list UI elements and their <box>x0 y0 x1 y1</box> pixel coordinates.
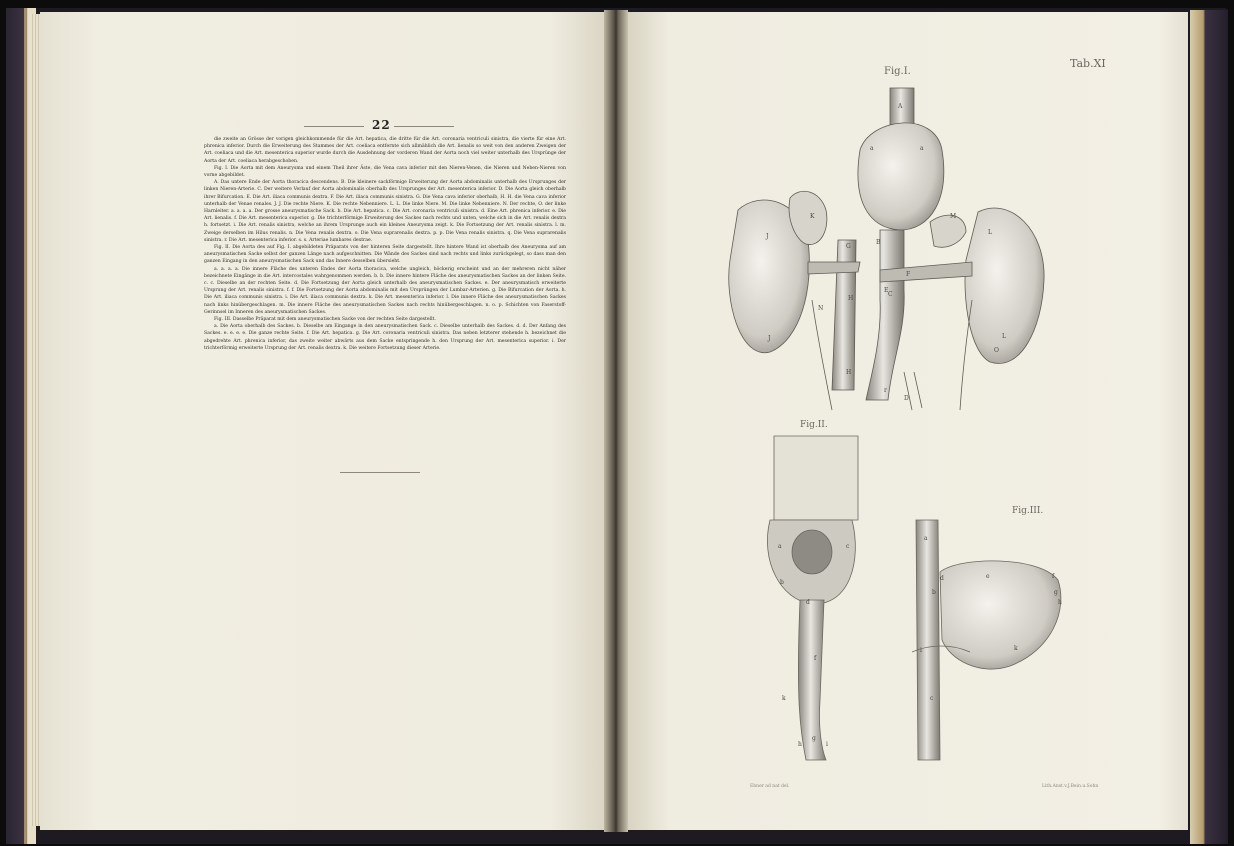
fig3-illustration <box>912 520 1061 760</box>
draughtsman-credit: Ebner ad nat del. <box>750 784 790 789</box>
lithographer-credit: Lith.Anst.v.J.Bein.u.Sohn <box>1042 784 1099 789</box>
aneurysm-sac <box>858 123 944 230</box>
fig2-label: Fig.II. <box>800 420 828 430</box>
figure-letter: C <box>888 291 893 298</box>
figure-letter: G <box>846 243 851 250</box>
fig1-illustration <box>729 88 1044 410</box>
figure-letter: a <box>778 543 782 550</box>
figure-letter: L <box>988 229 992 236</box>
paragraph: Fig. III. Dasselbe Präparat mit dem aneurysmatischen Sacke von der rechten Seite dargestellt. <box>214 317 436 323</box>
paragraph: Fig. I. Die Aorta mit dem Aneurysma und einem Theil ihrer Äste, die Vena cava inferior mit den Nieren-Venen, die Nieren und Neben-Nieren von vorne abgebildet. <box>204 165 566 179</box>
figure-letter: e <box>986 573 990 580</box>
figure-letter: d <box>806 599 810 606</box>
figure-letter: c <box>846 543 850 550</box>
sac-interior <box>792 530 832 574</box>
right-renal-vessels <box>808 262 860 274</box>
paragraph: A. Das untere Ende der Aorta thoracica descendens. B. Die kleinere sackförmige Erweiterung der Aorta abdominalis unterhalb des Ursprunges der linken Nieren-Arterie. C. Der weitere Verlauf der Aorta abdominalis oberhalb des Ursprunges der Art. mesenterica inferior. D. Die Aorta gleich oberhalb ihrer Bifurcation. E. Die Art. iliaca communis dextra. F. Die Art. iliaca communis sinistra. G. Die Vena cava inferior oberhalb, H. H. die Vena cava inferior unterhalb der Venae renales. J. J. Die rechte Niere. K. Die rechte Nebenniere. L. L. Die linke Niere. M. Die linke Nebenniere. N. Der rechte, O. der linke Harnleiter. a. a. a. a. Der grosse aneurysmatische Sack. b. Die Art. hepatica. c. Die Art. coronaria ventriculi sinistra. d. Eine Art. phrenica inferior. e. Die Art. lienalis. f. Die Art. mesenterica superior. g. Die trichterförmige Erweiterung des Sackes nach rechts und unten, welche sich in die Art. renalis dextra h. fortsetzt. i. Die Art. renalis sinistra, welche an ihrem Ursprunge auch ein kleines Aneurysma zeigt. k. Die Fortsetzung der Art. renalis sinistra. l. m. Zweige derselben im Hilus renalis. n. Die Vena renalis dextra. o. Die Vena suprarenalis dextra. p. p. Die Vena renalis sinistra. q. Die Vena suprarenalis sinistra. r. Die Art. mesenterica inferior. s. s. Arteriae lumbares dextrae. <box>204 180 566 243</box>
figure-letter: f <box>814 655 817 662</box>
figure-letter: N <box>818 305 824 312</box>
figure-letter: h <box>1058 599 1062 606</box>
fig2-illustration <box>767 436 858 760</box>
left-adrenal <box>930 215 966 247</box>
figure-letter: g <box>812 735 816 742</box>
figure-letter: i <box>826 741 828 748</box>
fig3-aorta <box>916 520 940 760</box>
figure-letter: M <box>950 213 957 220</box>
figure-letter: k <box>782 695 786 702</box>
figure-letter: b <box>932 589 936 596</box>
figure-letter: i <box>920 647 922 654</box>
figure-letter: A <box>898 103 903 110</box>
paragraph: die zweite an Grösse der vorigen gleichkommende für die Art. hepatica, die dritte für die Art. coronaria ventriculi sinistra, die vierte für eine Art. phrenica inferior. Durch die Erweiterung des Stammes der Art. coeliaca entfernte sich allmählich die Art. lienalis so weit von den anderen Zweigen der Art. coeliaca und die Art. mesenterica superior wurde durch die Ausdehnung der vorderen Wand der Aorta noch viel weiter unterhalb des Ursprünge der Aorta der Art. coeliaca herabgeschoben. <box>204 137 566 164</box>
figure-letter: J <box>768 335 771 342</box>
right-ureter <box>812 300 832 410</box>
fig3-label: Fig.III. <box>1012 506 1044 516</box>
iliac-arteries <box>904 372 922 410</box>
figure-letter: K <box>810 213 815 220</box>
figure-letter: d <box>940 575 944 582</box>
figure-letter: B <box>876 239 881 246</box>
left-kidney <box>965 208 1044 363</box>
figure-letter: a <box>870 145 874 152</box>
figure-letter: E <box>884 287 889 294</box>
fig3-sac <box>940 561 1061 669</box>
figure-letter: f <box>1052 573 1055 580</box>
opened-aorta-wall <box>774 436 858 520</box>
figure-letter: J <box>766 233 769 240</box>
figure-letter: a <box>924 535 928 542</box>
figure-letter: b <box>780 579 784 586</box>
figure-letter: a <box>920 145 924 152</box>
fig1-label: Fig.I. <box>884 66 911 77</box>
aorta-lower <box>866 230 904 400</box>
paragraph: a. a. a. a. Die innere Fläche des unteren Endes der Aorta thoracica, welche ungleich, höckerig erscheint und an der mehreren nicht näher bezeichnete Eingänge in die Art. intercostales wahrgenommen werden. b. b. Die innere hintere Fläche des aneurysmatischen Sackes an der linken Seite. c. c. Dieselbe an der rechten Seite. d. Die Fortsetzung der Aorta gleich unterhalb des aneurysmatischen Sackes. e. Der aneurysmatisch erweiterte Ursprung der Art. renalis sinistra. f. f. Die Fortsetzung der Aorta abdominalis mit den Ursprüngen der Lumbar-Arterien. g. Die Bifurcation der Aorta. h. Die Art. iliaca communis sinistra. i. Die Art. iliaca communis dextra. k. Die Art. mesenterica inferior. l. Die innere Fläche des aneurysmatischen Sackes nach links hinübergeschlagen. m. Die innere Fläche des aneurysmatischen Sackes nach rechts hinübergeschlagen. n. o. p. Schichten von Faserstoff-Gerinnsel im Inneren des aneurysmatischen Sackes. <box>204 266 566 315</box>
plate-label: Tab.XI <box>1070 57 1106 70</box>
page-number: 22 <box>372 118 391 132</box>
figure-letter: g <box>1054 589 1058 596</box>
figure-letter: c <box>930 695 934 702</box>
paragraph: a. Die Aorta oberhalb des Sackes. b. Dieselbe am Eingange in den aneurysmatischen Sack. c. Dieselbe unterhalb des Sackes. d. d. Der Anfang des Sackes. e. e. e. e. Die ganze rechte Seite. f. Die Art. hepatica. g. Die Art. coronaria ventriculi sinistra. Das neben letzterer stehende h. bezeichnet die abgedrehte Art. phrenica inferior, das zweite weiter abwärts aus dem Sacke entspringende h. den Ursprung der Art. mesenterica superior. i. Der trichterförmig erweiterte Ursprung der Art. renalis dextra. k. Die weitere Fortsetzung dieser Arterie. <box>204 324 566 351</box>
figure-letter: k <box>1014 645 1018 652</box>
paragraph: Fig. II. Die Aorta des auf Fig. I. abgebildeten Präparats von der hinteren Seite dargestellt. Ihre hintere Wand ist oberhalb des Aneurysma auf am aneurysmatischen Sacke selbst der ganzen Länge nach aufgeschnitten. Die Wände des Sackes sind nach rechts und links zurückgelegt, so dass man den ganzen Eingang in den aneurysmatischen Sack und das Innere desselben übersieht. <box>204 245 566 265</box>
figure-letter: F <box>906 271 911 278</box>
figure-letter: H <box>848 295 854 302</box>
figure-letter: L <box>1002 333 1006 340</box>
figure-letter: h <box>798 741 802 748</box>
figure-letter: D <box>904 395 909 402</box>
figure-letter: H <box>846 369 852 376</box>
figure-letter: O <box>994 347 999 354</box>
figure-letter: r <box>884 387 887 394</box>
